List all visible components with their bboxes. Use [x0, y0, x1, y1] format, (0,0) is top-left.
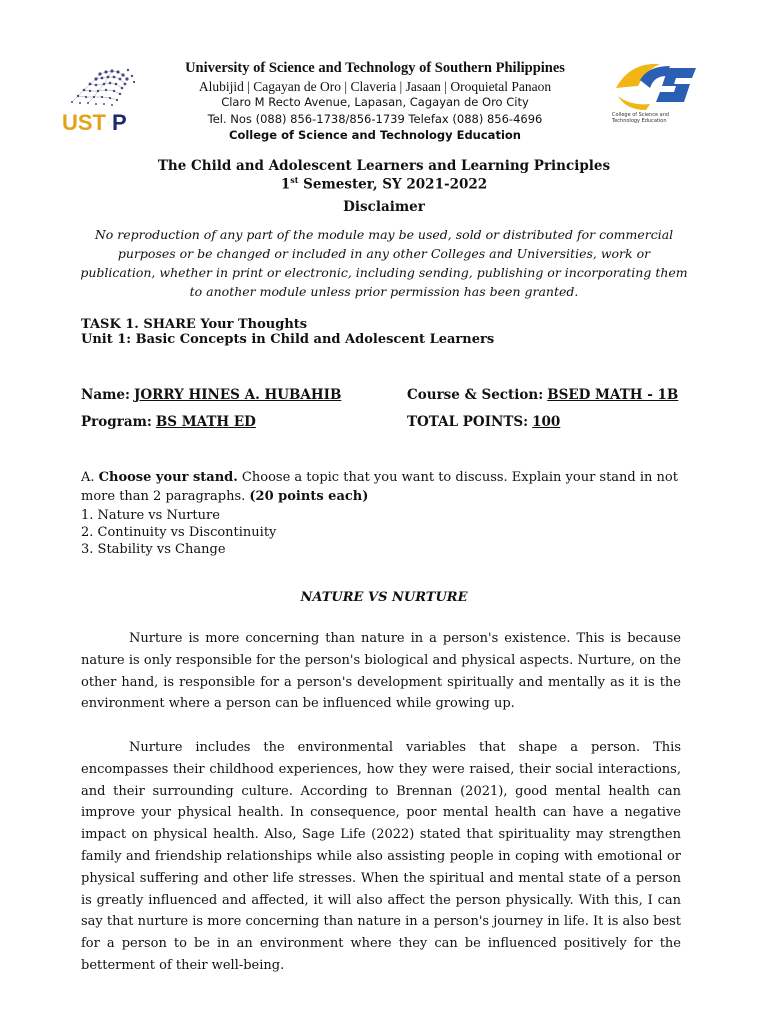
program-label: Program:	[81, 414, 152, 430]
instruction-letter: A.	[81, 470, 95, 485]
course-section-value: BSED MATH - 1B	[547, 387, 679, 403]
instruction-text: Choose a topic that you want to discuss. Explain your stand in not more than 2 paragraphs.	[81, 470, 678, 504]
topic-option: 1. Nature vs Nurture	[81, 508, 220, 523]
name-label: Name:	[81, 387, 130, 403]
semester-suffix: st	[290, 175, 299, 185]
instructions	[81, 468, 691, 506]
student-name: JORRY HINES A. HUBAHIB	[133, 387, 342, 403]
telephone-numbers: Tel. Nos (088) 856-1738/856-1739 Telefax (088) 856-4696	[207, 112, 543, 126]
svg-text:UST: UST	[62, 110, 106, 135]
svg-text:Technology Education: Technology Education	[612, 118, 667, 124]
university-name: University of Science and Technology of Southern Philippines	[185, 60, 565, 76]
semester-ordinal: 1	[280, 176, 291, 193]
course-section-row	[407, 387, 678, 403]
topic-option: 3. Stability vs Change	[81, 542, 226, 557]
course-section-label: Course & Section:	[407, 387, 544, 403]
program-row	[81, 414, 256, 430]
disclaimer-heading: Disclaimer	[343, 199, 425, 215]
total-points-value: 100	[532, 414, 561, 430]
essay-title: NATURE VS NURTURE	[300, 590, 468, 605]
campus-list: Alubijid | Cagayan de Oro | Claveria | Jasaan | Oroquietal Panaon	[198, 79, 552, 94]
college-name: College of Science and Technology Education	[229, 128, 521, 142]
svg-text:College of Science and: College of Science and	[612, 112, 670, 118]
unit-title: Unit 1: Basic Concepts in Child and Adolescent Learners	[81, 332, 495, 347]
total-points-row	[407, 414, 560, 430]
task-title: TASK 1. SHARE Your Thoughts	[81, 317, 308, 332]
semester-rest: Semester, SY 2021-2022	[298, 176, 488, 193]
essay-paragraph: Nurture includes the environmental variables that shape a person. This encompasses their childhood experiences, how they were raised, their social interactions, and their surrounding culture. According to Brennan (2021), good mental health can improve your physical health. In consequence, poor mental health can have a negative impact on physical health. Also, Sage Life (2022) stated that spirituality may strengthen family and friendship relationships while also assisting people in coping with emotional or physical suffering and other life stresses. When the spiritual and mental state of a person is greatly influenced and affected, it will also affect the person physically. With this, I can say that nurture is more concerning than nature in a person's journey in life. It is also best for a person to be in an environment where they can be influenced positively for the betterment of their well-being.	[81, 740, 681, 973]
student-name-row	[81, 387, 341, 403]
topic-option: 2. Continuity vs Discontinuity	[81, 525, 277, 540]
semester-line	[0, 175, 768, 193]
instruction-points: (20 points each)	[249, 489, 369, 504]
disclaimer-text: No reproduction of any part of the module may be used, sold or distributed for commercial purposes or be changed or included in any other Colleges and Universities, work or publication, whether in print or electronic, including sending, publishing or incorporating them to another module unless prior permission has been granted.	[80, 227, 688, 299]
svg-text:P: P	[112, 110, 127, 135]
total-points-label: TOTAL POINTS:	[407, 414, 529, 430]
essay-paragraph: Nurture is more concerning than nature in a person's existence. This is because nature is only responsible for the person's biological and physical aspects. Nurture, on the other hand, is responsible for a person's development spiritually and mentally as it is the environment where a person can be influenced while growing up.	[81, 631, 681, 712]
instruction-lead: Choose your stand.	[98, 470, 238, 485]
university-address: Claro M Recto Avenue, Lapasan, Cagayan de Oro City	[221, 95, 529, 109]
course-title: The Child and Adolescent Learners and Learning Principles	[157, 158, 611, 174]
program-value: BS MATH ED	[155, 414, 256, 430]
